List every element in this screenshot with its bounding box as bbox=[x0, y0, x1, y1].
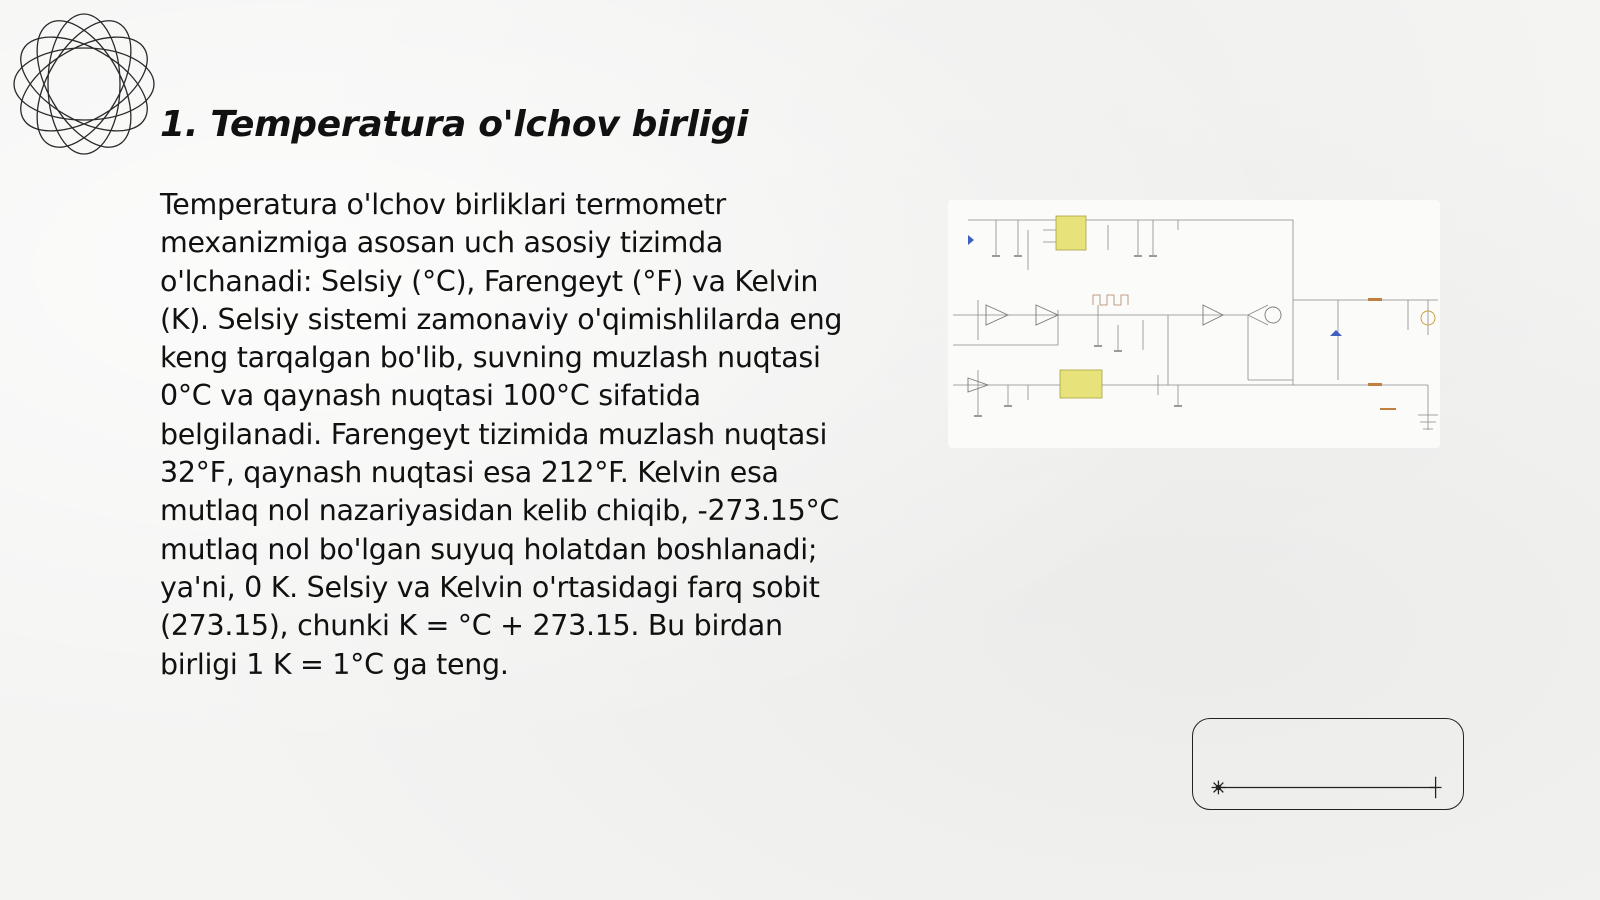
slider-track bbox=[1193, 719, 1463, 809]
circular-rosette-icon bbox=[10, 10, 158, 158]
circuit-schematic-diagram bbox=[948, 200, 1440, 448]
cross-icon bbox=[1430, 777, 1442, 799]
circuit-schematic-image bbox=[948, 200, 1440, 448]
slide-title: 1. Temperatura o'lchov birligi bbox=[160, 104, 749, 145]
sparkle-icon bbox=[1212, 781, 1226, 795]
decorative-slider-frame bbox=[1192, 718, 1464, 810]
slide-body-text: Temperatura o'lchov birliklari termometr mexanizmiga asosan uch asosiy tizimda o'lchanadi: Selsiy (°C), Farengeyt (°F) va Kelvin (K). Selsiy sistemi zamonaviy o'qimishlilarda eng keng tarqalgan bo'lib, suvning muzlash nuqtasi 0°C va qaynash nuqtasi 100°C sifatida belgilanadi. Farengeyt tizimida muzlash nuqtasi 32°F, qaynash nuqtasi esa 212°F. Kelvin esa mutlaq nol nazariyasidan kelib chiqib, -273.15°C mutlaq nol bo'lgan suyuq holatdan boshlanadi; ya'ni, 0 K. Selsiy va Kelvin o'rtasidagi farq sobit (273.15), chunki K = °C + 273.15. Bu birdan birligi 1 K = 1°C ga teng. bbox=[160, 188, 843, 681]
